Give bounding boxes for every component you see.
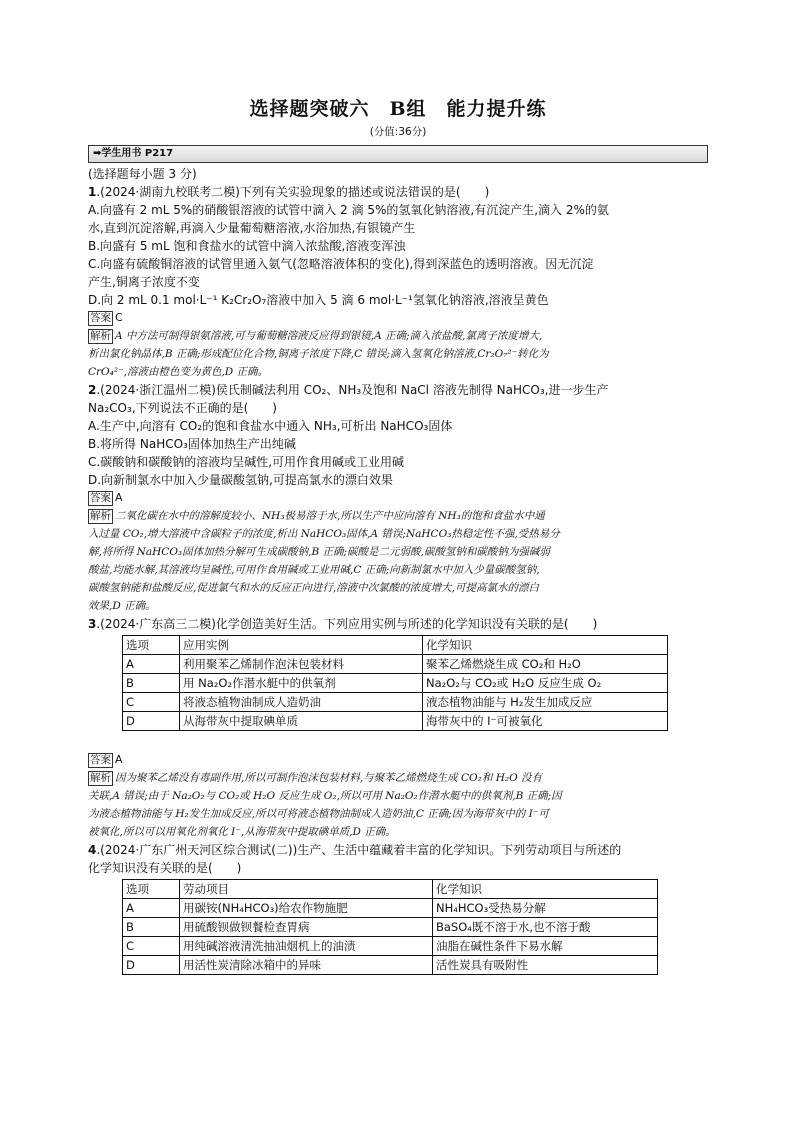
table-cell: 选项 (123, 636, 180, 655)
explanation-line: 因为聚苯乙烯没有毒副作用,所以可制作泡沫包装材料,与聚苯乙烯燃烧生成 CO₂和 H₂O 没有 (115, 772, 543, 784)
table-row (123, 674, 668, 693)
question-number: 1 (88, 185, 97, 199)
q1-option-c-line1: C.向盛有硫酸铜溶液的试管里通入氨气(忽略溶液体积的变化),得到深蓝色的透明溶液。因无沉淀 (88, 257, 594, 271)
question-text: Na₂CO₃,下列说法不正确的是( ) (88, 401, 277, 415)
q2-option-c: C.碳酸钠和碳酸钠的溶液均呈碱性,可用作食用碱或工业用碱 (88, 455, 405, 469)
table-cell: 化学知识 (423, 636, 668, 655)
explanation-tag: 解析 (90, 330, 111, 342)
table-cell: C (123, 937, 180, 956)
explanation-line: 二氧化碳在水中的溶解度较小、NH₃极易溶于水,所以生产中应向溶有 NH₃的饱和食盐水中通 (115, 510, 545, 522)
table-row (123, 956, 658, 975)
table-cell: B (123, 918, 180, 937)
table-cell: B (123, 674, 180, 693)
question-text: .(2024·湖南九校联考二模)下列有关实验现象的描述或说法错误的是( ) (96, 185, 490, 199)
q2-option-d: D.向新制氯水中加入少量碳酸氢钠,可提高氯水的漂白效果 (88, 473, 393, 487)
table-row (123, 655, 668, 674)
table-cell: 利用聚苯乙烯制作泡沫包装材料 (180, 655, 423, 674)
q2-option-a: A.生产中,向溶有 CO₂的饱和食盐水中通入 NH₃,可析出 NaHCO₃固体 (88, 419, 453, 433)
table-header-row (123, 636, 668, 655)
question-text: .(2024·广东高三二模)化学创造美好生活。下列应用实例与所述的化学知识没有关联的是( ) (96, 617, 598, 631)
explanation-tag: 解析 (90, 510, 111, 522)
explanation-line: CrO₄²⁻,溶液由橙色变为黄色,D 正确。 (88, 366, 269, 378)
question-text: .(2024·广东广州天河区综合测试(二))生产、生活中蕴藏着丰富的化学知识。下列劳动项目与所述的 (96, 843, 622, 857)
table-cell: 应用实例 (180, 636, 423, 655)
table-cell: D (123, 956, 180, 975)
explanation-line: 为液态植物油能与 H₂发生加成反应,所以可将液态植物油制成人造奶油,C 正确;因为海带灰中的 I⁻可 (88, 808, 549, 820)
table-row (123, 918, 658, 937)
table-cell: 聚苯乙烯燃烧生成 CO₂和 H₂O (423, 655, 668, 674)
explanation-line: 入过量 CO₂,增大溶液中含碳粒子的浓度,析出 NaHCO₃固体,A 错误;NaHCO₃热稳定性不强,受热易分 (88, 528, 560, 540)
q1-option-a-line1: A.向盛有 2 mL 5%的硝酸银溶液的试管中滴入 2 滴 5%的氢氧化钠溶液,有沉淀产生,滴入 2%的氨 (88, 203, 609, 217)
explanation-tag: 解析 (90, 772, 111, 784)
table-cell: 油脂在碱性条件下易水解 (433, 937, 658, 956)
q1-option-a-line2: 水,直到沉淀溶解,再滴入少量葡萄糖溶液,水浴加热,有银镜产生 (88, 221, 416, 235)
q3-explanation (88, 769, 708, 787)
table-cell: 用硫酸钡做钡餐检查胃病 (180, 918, 433, 937)
table-row (123, 693, 668, 712)
explanation-line: 碳酸氢钠能和盐酸反应,促进氯气和水的反应正向进行,溶液中次氯酸的浓度增大,可提高氯水的漂白 (88, 582, 540, 594)
q1-option-c-line2: 产生,铜离子浓度不变 (88, 275, 200, 289)
table-cell: 用纯碱溶液清洗抽油烟机上的油渍 (180, 937, 433, 956)
table-cell: 选项 (123, 880, 180, 899)
table-cell: Na₂O₂与 CO₂或 H₂O 反应生成 O₂ (423, 674, 668, 693)
answer-value: C (115, 311, 123, 324)
answer-value: A (115, 753, 123, 766)
table-header-row (123, 880, 658, 899)
table-cell: 用碳铵(NH₄HCO₃)给农作物施肥 (180, 899, 433, 918)
table-cell: 化学知识 (433, 880, 658, 899)
answer-tag: 答案 (90, 754, 111, 766)
explanation-line: 解,将所得 NaHCO₃固体加热分解可生成碳酸钠,B 正确;碳酸是二元弱酸,碳酸氢钠和碳酸钠为强碱弱 (88, 546, 550, 558)
student-book-bar: ➡学生用书 P217 (88, 145, 708, 163)
q1-explanation (88, 327, 708, 345)
question-3-stem (88, 615, 708, 633)
explanation-line: 酸盐,均能水解,其溶液均呈碱性,可用作食用碱或工业用碱,C 正确;向新制氯水中加入少量碳酸氢钠, (88, 564, 540, 576)
question-text: 化学知识没有关联的是( ) (88, 861, 242, 875)
q3-table (122, 635, 668, 731)
question-number: 4 (88, 843, 97, 857)
table-cell: 用 Na₂O₂作潜水艇中的供氧剂 (180, 674, 423, 693)
question-number: 3 (88, 617, 97, 631)
answer-tag: 答案 (90, 492, 111, 504)
table-cell: D (123, 712, 180, 731)
explanation-line: 效果,D 正确。 (88, 600, 156, 612)
q1-option-d: D.向 2 mL 0.1 mol·L⁻¹ K₂Cr₂O₇溶液中加入 5 滴 6 mol·L⁻¹氢氧化钠溶液,溶液呈黄色 (88, 293, 549, 307)
table-row (123, 712, 668, 731)
q3-answer (88, 751, 708, 769)
question-1-stem (88, 183, 708, 201)
q2-explanation (88, 507, 708, 525)
q1-answer (88, 309, 708, 327)
q2-option-b: B.将所得 NaHCO₃固体加热生产出纯碱 (88, 437, 296, 451)
score-note: (分值:36分) (369, 126, 427, 138)
table-cell: 从海带灰中提取碘单质 (180, 712, 423, 731)
q2-answer (88, 489, 708, 507)
table-row (123, 899, 658, 918)
page (88, 95, 708, 981)
table-cell: 液态植物油能与 H₂发生加成反应 (423, 693, 668, 712)
question-4-stem (88, 841, 708, 859)
page-title: 选择题突破六 B组 能力提升练 (249, 98, 547, 120)
table-cell: 海带灰中的 I⁻可被氧化 (423, 712, 668, 731)
q4-table (122, 879, 658, 975)
explanation-line: 析出氯化钠晶体,B 正确;形成配位化合物,铜离子浓度下降,C 错误;滴入氢氧化钠溶液,Cr₂O₇²⁻转化为 (88, 348, 549, 360)
question-2-stem (88, 381, 708, 399)
table-cell: A (123, 899, 180, 918)
answer-tag: 答案 (90, 312, 111, 324)
question-text: .(2024·浙江温州二模)侯氏制碱法利用 CO₂、NH₃及饱和 NaCl 溶液先制得 NaHCO₃,进一步生产 (96, 383, 609, 397)
table-cell: C (123, 693, 180, 712)
table-cell: BaSO₄既不溶于水,也不溶于酸 (433, 918, 658, 937)
q1-option-b: B.向盛有 5 mL 饱和食盐水的试管中滴入浓盐酸,溶液变浑浊 (88, 239, 406, 253)
table-cell: 活性炭具有吸附性 (433, 956, 658, 975)
table-cell: 劳动项目 (180, 880, 433, 899)
table-cell: NH₄HCO₃受热易分解 (433, 899, 658, 918)
table-cell: 将液态植物油制成人造奶油 (180, 693, 423, 712)
answer-value: A (115, 491, 123, 504)
table-row (123, 937, 658, 956)
explanation-line: A 中方法可制得银氨溶液,可与葡萄糖溶液反应得到银镜,A 正确;滴入浓盐酸,氯离子浓度增大, (115, 330, 543, 342)
table-cell: 用活性炭清除冰箱中的异味 (180, 956, 433, 975)
instruction: (选择题每小题 3 分) (88, 167, 197, 181)
question-number: 2 (88, 383, 97, 397)
explanation-line: 被氧化,所以可以用氧化剂氧化 I⁻,从海带灰中提取碘单质,D 正确。 (88, 826, 396, 838)
table-cell: A (123, 655, 180, 674)
explanation-line: 关联,A 错误;由于 Na₂O₂与 CO₂或 H₂O 反应生成 O₂,所以可用 Na₂O₂作潜水艇中的供氧剂,B 正确;因 (88, 790, 562, 802)
